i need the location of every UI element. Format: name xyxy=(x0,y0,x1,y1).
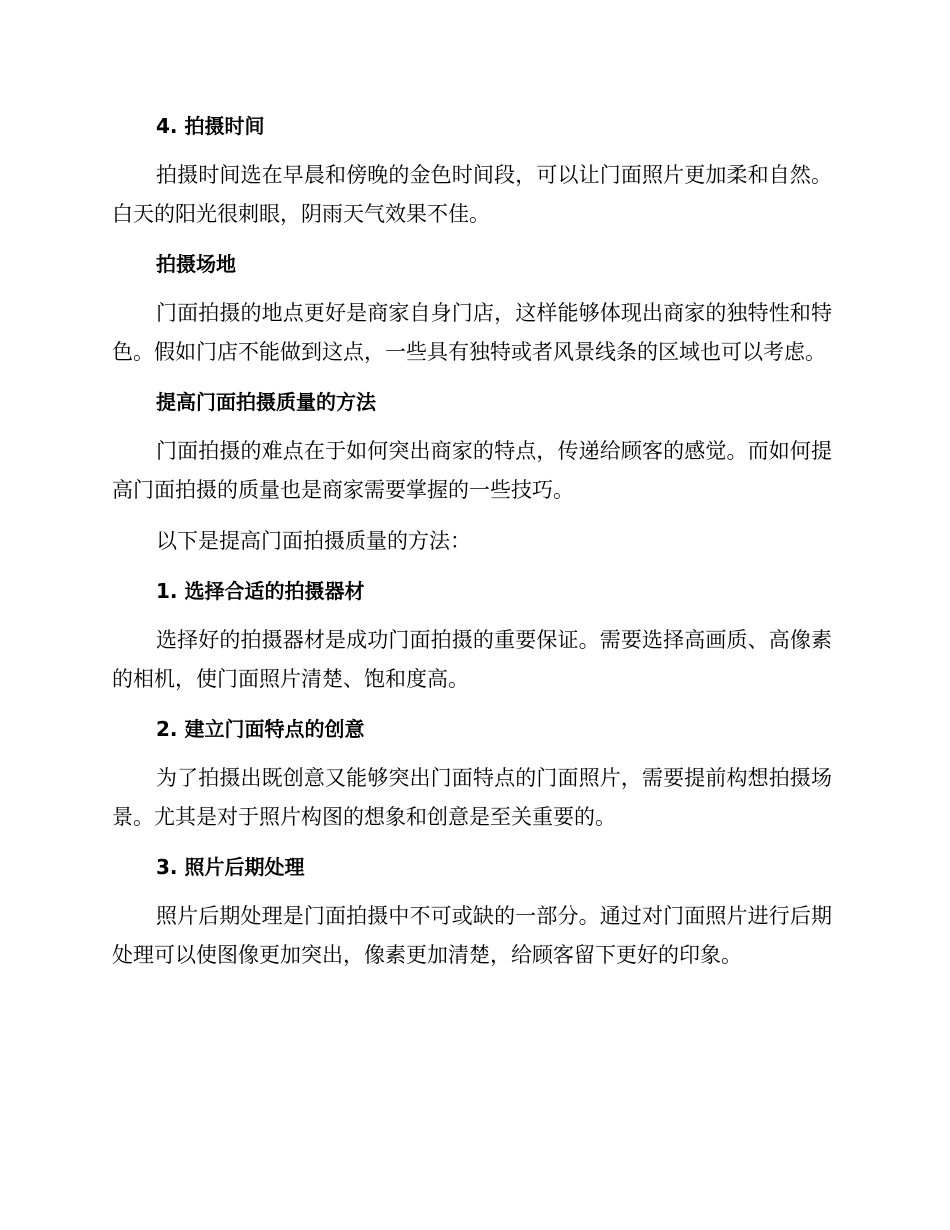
paragraph-shooting-time: 拍摄时间选在早晨和傍晚的金色时间段，可以让门面照片更加柔和自然。白天的阳光很刺眼，阴雨天气效果不佳。 xyxy=(112,163,832,226)
section-heading-equipment: 1. 选择合适的拍摄器材 xyxy=(156,579,365,603)
section-heading-improve-quality: 提高门面拍摄质量的方法 xyxy=(156,390,376,414)
section-heading-shooting-time: 4. 拍摄时间 xyxy=(156,114,265,138)
paragraph-equipment: 选择好的拍摄器材是成功门面拍摄的重要保证。需要选择高画质、高像素的相机，使门面照片清楚、饱和度高。 xyxy=(112,628,832,691)
section-heading-shooting-location: 拍摄场地 xyxy=(156,252,236,276)
section-heading-creativity: 2. 建立门面特点的创意 xyxy=(156,717,365,741)
section-heading-post-processing: 3. 照片后期处理 xyxy=(156,855,305,879)
document-body xyxy=(112,108,832,987)
paragraph-shooting-location: 门面拍摄的地点更好是商家自身门店，这样能够体现出商家的独特性和特色。假如门店不能做到这点，一些具有独特或者风景线条的区域也可以考虑。 xyxy=(112,301,832,364)
paragraph-post-processing: 照片后期处理是门面拍摄中不可或缺的一部分。通过对门面照片进行后期处理可以使图像更加突出，像素更加清楚，给顾客留下更好的印象。 xyxy=(112,904,832,967)
paragraph-methods-list-intro: 以下是提高门面拍摄质量的方法： xyxy=(156,529,471,553)
paragraph-creativity: 为了拍摄出既创意又能够突出门面特点的门面照片，需要提前构想拍摄场景。尤其是对于照片构图的想象和创意是至关重要的。 xyxy=(112,766,832,829)
paragraph-improve-quality-intro: 门面拍摄的难点在于如何突出商家的特点，传递给顾客的感觉。而如何提高门面拍摄的质量也是商家需要掌握的一些技巧。 xyxy=(112,439,832,502)
